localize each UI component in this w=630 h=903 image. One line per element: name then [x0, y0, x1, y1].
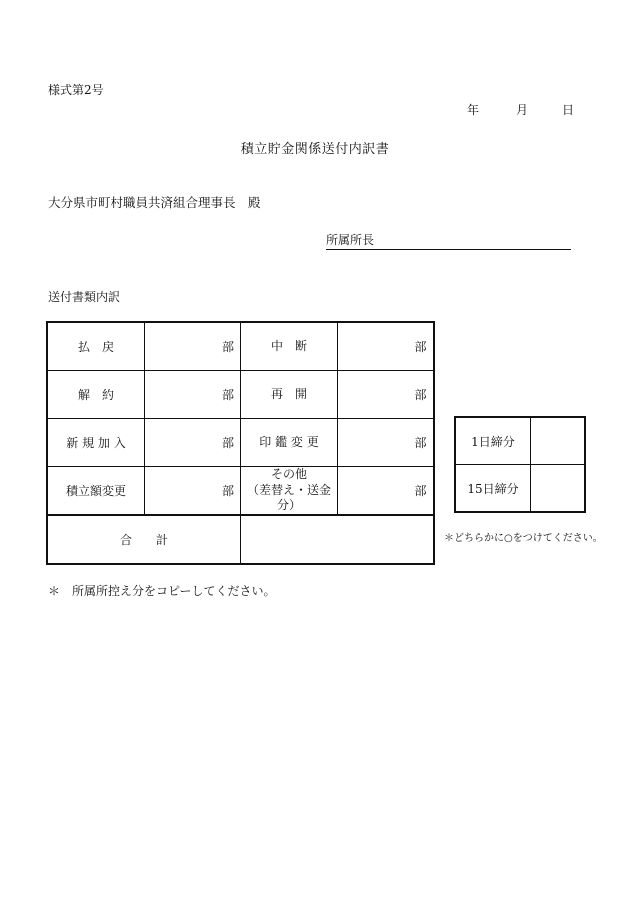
- row-label-cancellation: 解 約: [47, 371, 145, 419]
- other-label-line1: その他: [270, 467, 307, 482]
- total-label: 合 計: [47, 515, 241, 564]
- table-row: [47, 371, 434, 419]
- date-day-label: 日: [562, 103, 575, 117]
- unit-label: 部: [414, 436, 427, 450]
- row-label-amount-change: 積立額変更: [47, 467, 145, 516]
- table-row: [47, 467, 434, 516]
- count-cell-cancellation[interactable]: [145, 371, 241, 419]
- other-label-line2: （差替え・送金分）: [246, 482, 331, 513]
- count-cell-seal-change[interactable]: [338, 419, 434, 467]
- count-cell-new-enrollment[interactable]: [145, 419, 241, 467]
- unit-label: 部: [221, 484, 234, 498]
- row-label-seal-change: 印 鑑 変 更: [241, 419, 338, 467]
- count-cell-resumption[interactable]: [338, 371, 434, 419]
- date-year-label: 年: [467, 103, 480, 117]
- documents-breakdown-table: [46, 321, 435, 565]
- table-row: [47, 322, 434, 371]
- affiliation-label: 所属所長: [326, 233, 375, 247]
- table-row: [47, 419, 434, 467]
- table-row: [455, 417, 585, 465]
- count-cell-amount-change[interactable]: [145, 467, 241, 516]
- unit-label: 部: [221, 436, 234, 450]
- document-title: 積立貯金関係送付内訳書: [240, 142, 390, 157]
- total-value-cell[interactable]: [241, 515, 434, 564]
- table-row-total: [47, 515, 434, 564]
- affiliation-signature-line[interactable]: [326, 231, 571, 250]
- cutoff-instruction-note: ＊どちらかに○をつけてください。: [444, 533, 603, 544]
- copy-instruction-note: ＊ 所属所控え分をコピーしてください。: [48, 584, 276, 598]
- row-label-resumption: 再 開: [241, 371, 338, 419]
- unit-label: 部: [414, 340, 427, 354]
- count-cell-other[interactable]: [338, 467, 434, 516]
- cutoff-15th-mark-box[interactable]: [531, 465, 586, 513]
- cutoff-1st-mark-box[interactable]: [531, 417, 586, 465]
- unit-label: 部: [221, 340, 234, 354]
- count-cell-refund[interactable]: [145, 322, 241, 371]
- cutoff-1st-label: 1日締分: [455, 417, 531, 465]
- form-number: 様式第2号: [48, 83, 104, 97]
- unit-label: 部: [221, 388, 234, 402]
- unit-label: 部: [414, 388, 427, 402]
- cutoff-15th-label: 15日締分: [455, 465, 531, 513]
- unit-label: 部: [414, 484, 427, 498]
- date-month-label: 月: [516, 103, 529, 117]
- row-label-new-enrollment: 新 規 加 入: [47, 419, 145, 467]
- row-label-refund: 払 戻: [47, 322, 145, 371]
- row-label-suspension: 中 断: [241, 322, 338, 371]
- section-title: 送付書類内訳: [48, 290, 121, 304]
- addressee: 大分県市町村職員共済組合理事長 殿: [48, 195, 261, 210]
- row-label-other: [241, 467, 338, 516]
- count-cell-suspension[interactable]: [338, 322, 434, 371]
- cutoff-selection-table: [454, 416, 586, 513]
- table-row: [455, 465, 585, 513]
